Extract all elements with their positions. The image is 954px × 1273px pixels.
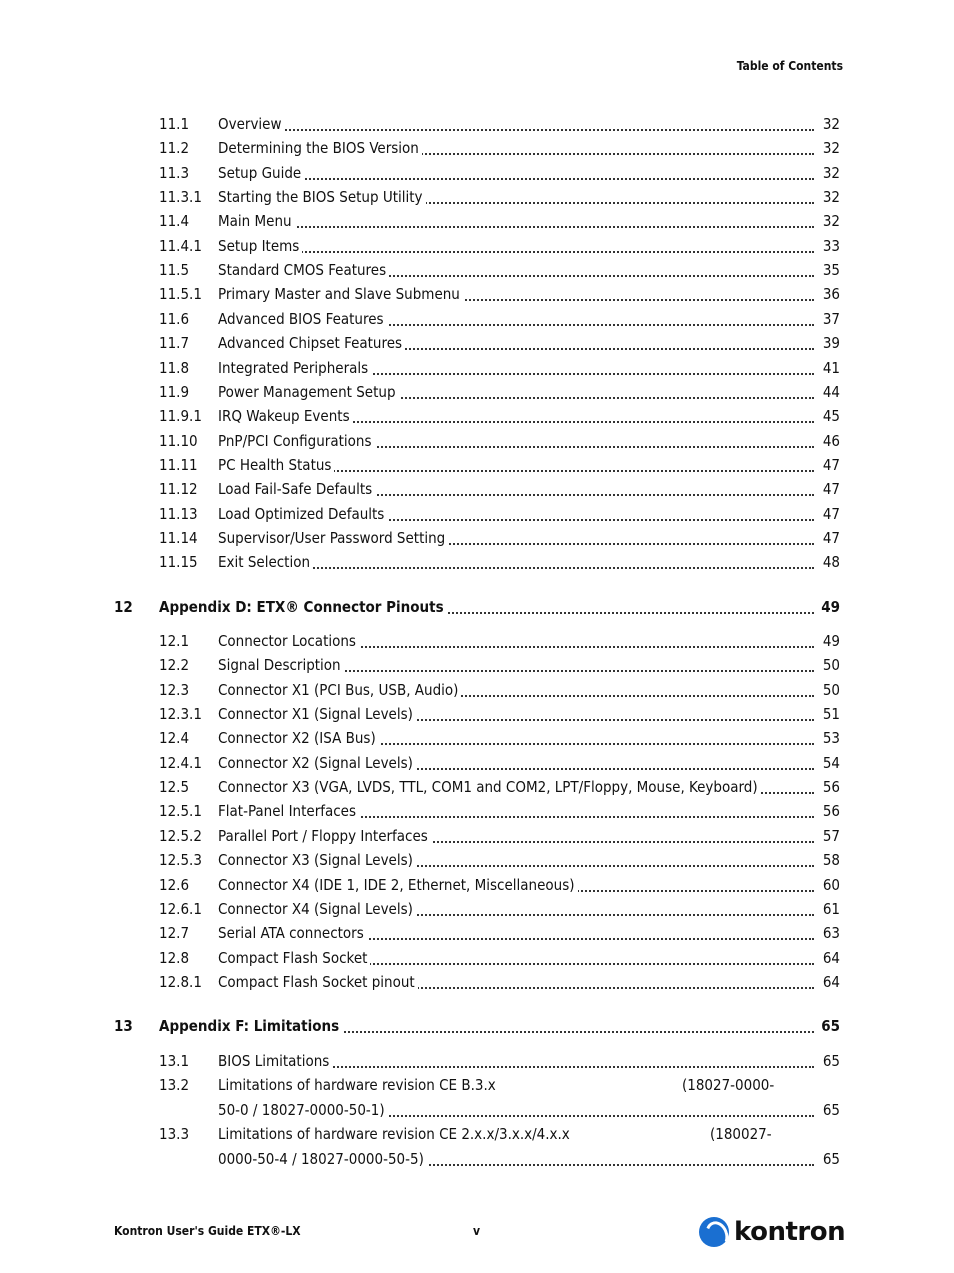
toc-entry-title <box>218 236 814 256</box>
toc-entry[interactable] <box>0 260 954 280</box>
toc-entry-page: 65 <box>816 1100 840 1120</box>
toc-entry-title-text: Appendix F: Limitations <box>159 1017 342 1035</box>
toc-entry-title <box>218 923 814 943</box>
toc-entry-number: 11.12 <box>159 480 198 499</box>
toc-entry-title <box>218 826 814 846</box>
toc-entry[interactable] <box>0 431 954 451</box>
toc-entry-number: 12.6.1 <box>159 899 202 918</box>
toc-entry-number: 11.1 <box>159 115 190 133</box>
toc-entry-number: 11.4 <box>159 212 190 231</box>
toc-entry-number: 12.5.3 <box>159 851 202 870</box>
toc-entry-number: 12.6 <box>159 875 190 894</box>
toc-entry-title <box>218 948 814 968</box>
toc-chapter-entry[interactable] <box>0 1016 954 1036</box>
toc-entry-title-text: BIOS Limitations <box>218 1052 332 1070</box>
toc-entry-title-text: Appendix D: ETX® Connector Pinouts <box>159 598 447 616</box>
toc-entry-number: 12.5 <box>159 778 190 797</box>
toc-entry-page: 32 <box>816 211 840 231</box>
toc-entry-page: 51 <box>816 704 840 724</box>
toc-entry-page: 65 <box>816 1051 840 1071</box>
toc-entry-title <box>218 1100 814 1120</box>
toc-entry-number: 13.2 <box>159 1076 190 1094</box>
toc-entry-title <box>218 504 814 524</box>
toc-entry-title-text: Connector X4 (Signal Levels) <box>218 900 416 918</box>
toc-entry-title-text: Load Optimized Defaults <box>218 505 387 523</box>
toc-entry-title-text: Compact Flash Socket <box>218 949 370 967</box>
toc-entry-title <box>218 1149 814 1169</box>
footer-guide-title: Kontron User's Guide ETX®-LX <box>114 1224 301 1238</box>
toc-entry[interactable] <box>0 455 954 475</box>
toc-entry-title-text: Supervisor/User Password Setting <box>218 529 448 547</box>
toc-entry[interactable] <box>0 382 954 402</box>
toc-entry-title <box>218 406 814 426</box>
toc-entry-number: 11.10 <box>159 431 198 450</box>
toc-entry-number: 11.3 <box>159 163 190 182</box>
toc-entry[interactable] <box>0 163 954 183</box>
toc-entry-title-text: Main Menu <box>218 212 295 230</box>
toc-entry-page: 65 <box>816 1016 840 1036</box>
toc-entry-number: 12.2 <box>159 656 190 675</box>
toc-entry-title <box>218 753 814 773</box>
toc-entry-title <box>218 777 814 797</box>
toc-entry-title <box>218 655 814 675</box>
toc-entry-title-text: Overview <box>218 115 285 133</box>
toc-entry-title-text: Serial ATA connectors <box>218 924 367 942</box>
toc-entry-page: 37 <box>816 309 840 329</box>
toc-entry-number: 13 <box>114 1017 133 1035</box>
toc-entry[interactable] <box>0 826 954 846</box>
toc-entry-title-continued: (180027- <box>710 1125 772 1143</box>
toc-entry[interactable] <box>0 923 954 943</box>
toc-entry-title <box>218 552 814 572</box>
toc-entry[interactable] <box>0 899 954 919</box>
toc-entry-number: 11.9 <box>159 382 190 401</box>
toc-entry[interactable] <box>0 211 954 231</box>
toc-entry-number: 11.5.1 <box>159 285 202 304</box>
toc-entry-title <box>218 704 814 724</box>
toc-entry[interactable] <box>0 528 954 548</box>
toc-entry[interactable] <box>0 479 954 499</box>
toc-entry-number: 11.2 <box>159 139 190 158</box>
toc-entry[interactable] <box>0 504 954 524</box>
toc-entry-page: 41 <box>816 358 840 378</box>
toc-entry[interactable] <box>0 631 954 651</box>
toc-entry-continuation[interactable] <box>0 1149 954 1169</box>
toc-entry-page: 56 <box>816 777 840 797</box>
toc-entry-title <box>218 455 814 475</box>
toc-entry-number: 11.9.1 <box>159 407 202 426</box>
toc-entry[interactable] <box>0 704 954 724</box>
toc-entry-number: 11.13 <box>159 504 198 523</box>
toc-entry[interactable] <box>0 1051 954 1071</box>
toc-entry-number: 11.5 <box>159 261 190 280</box>
toc-entry-title-text: PC Health Status <box>218 456 334 474</box>
toc-entry-title <box>218 479 814 499</box>
toc-entry[interactable] <box>0 850 954 870</box>
toc-entry-page: 56 <box>816 801 840 821</box>
toc-entry-page: 48 <box>816 552 840 572</box>
toc-entry-title-text: Connector X2 (Signal Levels) <box>218 754 416 772</box>
toc-entry-page: 65 <box>816 1149 840 1169</box>
kontron-logo <box>699 1216 844 1248</box>
toc-entry[interactable] <box>0 728 954 748</box>
toc-entry[interactable] <box>0 680 954 700</box>
toc-entry-number: 12.3 <box>159 680 190 699</box>
toc-entry-number: 11.15 <box>159 553 198 572</box>
toc-entry-title-text: Setup Items <box>218 237 302 255</box>
toc-entry-title <box>218 850 814 870</box>
toc-entry-number: 11.11 <box>159 455 198 474</box>
toc-entry-page: 44 <box>816 382 840 402</box>
toc-entry-page: 58 <box>816 850 840 870</box>
toc-entry-title-text: Integrated Peripherals <box>218 359 371 377</box>
toc-entry-title-text: Standard CMOS Features <box>218 261 389 279</box>
toc-entry-number: 12.8.1 <box>159 972 202 991</box>
toc-entry[interactable] <box>0 972 954 992</box>
toc-entry-title-text: PnP/PCI Configurations <box>218 432 375 450</box>
toc-entry-title: Limitations of hardware revision CE 2.x.x/3.x.x/4.x.x <box>218 1125 570 1143</box>
toc-entry-title <box>218 284 814 304</box>
toc-entry-page: 33 <box>816 236 840 256</box>
toc-entry-number: 12.4 <box>159 729 190 748</box>
toc-entry-title <box>218 528 814 548</box>
toc-entry-number: 13.3 <box>159 1125 190 1143</box>
toc-entry-title-text: Load Fail-Safe Defaults <box>218 480 375 498</box>
toc-entry[interactable] <box>0 753 954 773</box>
toc-entry-page: 39 <box>816 333 840 353</box>
toc-entry-page: 60 <box>816 875 840 895</box>
toc-entry-number: 12 <box>114 598 133 616</box>
toc-entry-page: 63 <box>816 923 840 943</box>
toc-entry[interactable] <box>0 187 954 207</box>
toc-entry-title <box>218 358 814 378</box>
toc-chapter-entry[interactable] <box>0 597 954 617</box>
toc-entry[interactable] <box>0 552 954 572</box>
toc-entry-page: 49 <box>816 597 840 617</box>
toc-entry[interactable] <box>0 358 954 378</box>
toc-entry-number: 11.7 <box>159 334 190 353</box>
toc-entry-page: 47 <box>816 479 840 499</box>
toc-entry[interactable] <box>0 948 954 968</box>
toc-entry-title-text: IRQ Wakeup Events <box>218 407 353 425</box>
toc-entry-page: 57 <box>816 826 840 846</box>
toc-entry-title-text: Connector X2 (ISA Bus) <box>218 729 379 747</box>
toc-entry[interactable] <box>0 284 954 304</box>
toc-entry-page: 64 <box>816 972 840 992</box>
toc-entry-number: 13.1 <box>159 1052 190 1070</box>
toc-entry-page: 47 <box>816 528 840 548</box>
toc-entry-page: 32 <box>816 138 840 158</box>
footer-page-number: v <box>473 1224 481 1238</box>
toc-entry-title <box>159 1016 814 1036</box>
toc-entry-title-text: Connector X4 (IDE 1, IDE 2, Ethernet, Miscellaneous) <box>218 876 578 894</box>
toc-entry-page: 61 <box>816 899 840 919</box>
toc-entry-title-text: 0000-50-4 / 18027-0000-50-5) <box>218 1150 427 1168</box>
kontron-logo-icon <box>699 1217 729 1247</box>
toc-entry-number: 12.5.2 <box>159 826 202 845</box>
toc-entry-title-text: Advanced Chipset Features <box>218 334 405 352</box>
toc-entry-number: 12.8 <box>159 948 190 967</box>
toc-entry-page: 50 <box>816 680 840 700</box>
toc-entry-title-text: Flat-Panel Interfaces <box>218 802 359 820</box>
toc-leader-dots <box>218 226 814 228</box>
toc-entry-title: Limitations of hardware revision CE B.3.x <box>218 1076 496 1094</box>
toc-entry-number: 11.8 <box>159 358 190 377</box>
toc-entry[interactable] <box>0 655 954 675</box>
toc-entry-title-text: Determining the BIOS Version <box>218 139 422 157</box>
toc-entry-title-text: Compact Flash Socket pinout <box>218 973 418 991</box>
page-header: Table of Contents <box>736 59 843 73</box>
toc-entry-title <box>218 680 814 700</box>
toc-entry[interactable] <box>0 309 954 329</box>
toc-entry-title-text: Setup Guide <box>218 164 304 182</box>
toc-entry[interactable] <box>0 875 954 895</box>
toc-entry-title-text: Connector X1 (PCI Bus, USB, Audio) <box>218 681 461 699</box>
toc-entry-title-text: Starting the BIOS Setup Utility <box>218 188 426 206</box>
toc-entry-continuation[interactable] <box>0 1100 954 1120</box>
toc-entry-title <box>218 138 814 158</box>
toc-entry-number: 11.6 <box>159 309 190 328</box>
toc-entry-title <box>218 211 814 231</box>
toc-entry-title-text: Parallel Port / Floppy Interfaces <box>218 827 431 845</box>
toc-entry-title <box>218 382 814 402</box>
toc-entry-page: 47 <box>816 455 840 475</box>
toc-entry[interactable] <box>0 801 954 821</box>
toc-entry-title-text: 50-0 / 18027-0000-50-1) <box>218 1101 388 1119</box>
toc-entry-page: 50 <box>816 655 840 675</box>
toc-entry-page: 47 <box>816 504 840 524</box>
toc-entry-number: 11.3.1 <box>159 188 202 207</box>
toc-entry-title <box>218 972 814 992</box>
toc-entry-title <box>218 1051 814 1071</box>
toc-entry-page: 45 <box>816 406 840 426</box>
toc-entry[interactable] <box>0 236 954 256</box>
toc-entry-title-text: Power Management Setup <box>218 383 399 401</box>
toc-entry[interactable] <box>0 138 954 158</box>
toc-entry[interactable] <box>0 406 954 426</box>
toc-entry-title <box>218 333 814 353</box>
toc-entry-title-text: Primary Master and Slave Submenu <box>218 285 463 303</box>
toc-entry-title <box>218 260 814 280</box>
toc-entry-title <box>218 875 814 895</box>
toc-entry[interactable] <box>0 1075 954 1095</box>
toc-entry-title <box>218 631 814 651</box>
toc-entry-number: 12.3.1 <box>159 705 202 724</box>
toc-entry-title-continued: (18027-0000- <box>682 1076 775 1094</box>
toc-entry-title-text: Exit Selection <box>218 553 313 571</box>
toc-entry-title <box>218 728 814 748</box>
toc-entry-title <box>218 309 814 329</box>
toc-leader-dots <box>218 178 814 180</box>
kontron-logo-text: kontron <box>734 1217 846 1247</box>
toc-entry-number: 12.7 <box>159 924 190 943</box>
toc-entry[interactable] <box>0 114 954 134</box>
toc-entry-page: 49 <box>816 631 840 651</box>
toc-entry-number: 11.14 <box>159 528 198 547</box>
toc-entry-title-text: Signal Description <box>218 656 344 674</box>
toc-entry-page: 35 <box>816 260 840 280</box>
toc-leader-dots <box>218 251 814 253</box>
toc-entry[interactable] <box>0 1124 954 1144</box>
toc-entry-title <box>218 801 814 821</box>
toc-entry-title-text: Advanced BIOS Features <box>218 310 387 328</box>
toc-entry-number: 12.1 <box>159 632 190 650</box>
toc-entry-number: 12.5.1 <box>159 802 202 821</box>
toc-entry-page: 36 <box>816 284 840 304</box>
toc-entry-title-text: Connector X3 (Signal Levels) <box>218 851 416 869</box>
toc-entry-page: 54 <box>816 753 840 773</box>
toc-entry-title <box>218 163 814 183</box>
toc-entry-page: 46 <box>816 431 840 451</box>
toc-entry-title <box>159 597 814 617</box>
toc-entry-page: 32 <box>816 163 840 183</box>
toc-entry-title-text: Connector X1 (Signal Levels) <box>218 705 416 723</box>
toc-entry-title-text: Connector Locations <box>218 632 359 650</box>
toc-entry-title <box>218 187 814 207</box>
toc-entry-title <box>218 114 814 134</box>
toc-entry-title <box>218 431 814 451</box>
toc-entry-title-text: Connector X3 (VGA, LVDS, TTL, COM1 and COM2, LPT/Floppy, Mouse, Keyboard) <box>218 778 761 796</box>
toc-entry-page: 32 <box>816 187 840 207</box>
toc-leader-dots <box>218 129 814 131</box>
toc-entry-page: 32 <box>816 114 840 134</box>
toc-entry-page: 53 <box>816 728 840 748</box>
toc-entry-number: 11.4.1 <box>159 236 202 255</box>
toc-entry-number: 12.4.1 <box>159 753 202 772</box>
toc-entry[interactable] <box>0 777 954 797</box>
toc-entry-title <box>218 899 814 919</box>
toc-entry-page: 64 <box>816 948 840 968</box>
toc-entry[interactable] <box>0 333 954 353</box>
